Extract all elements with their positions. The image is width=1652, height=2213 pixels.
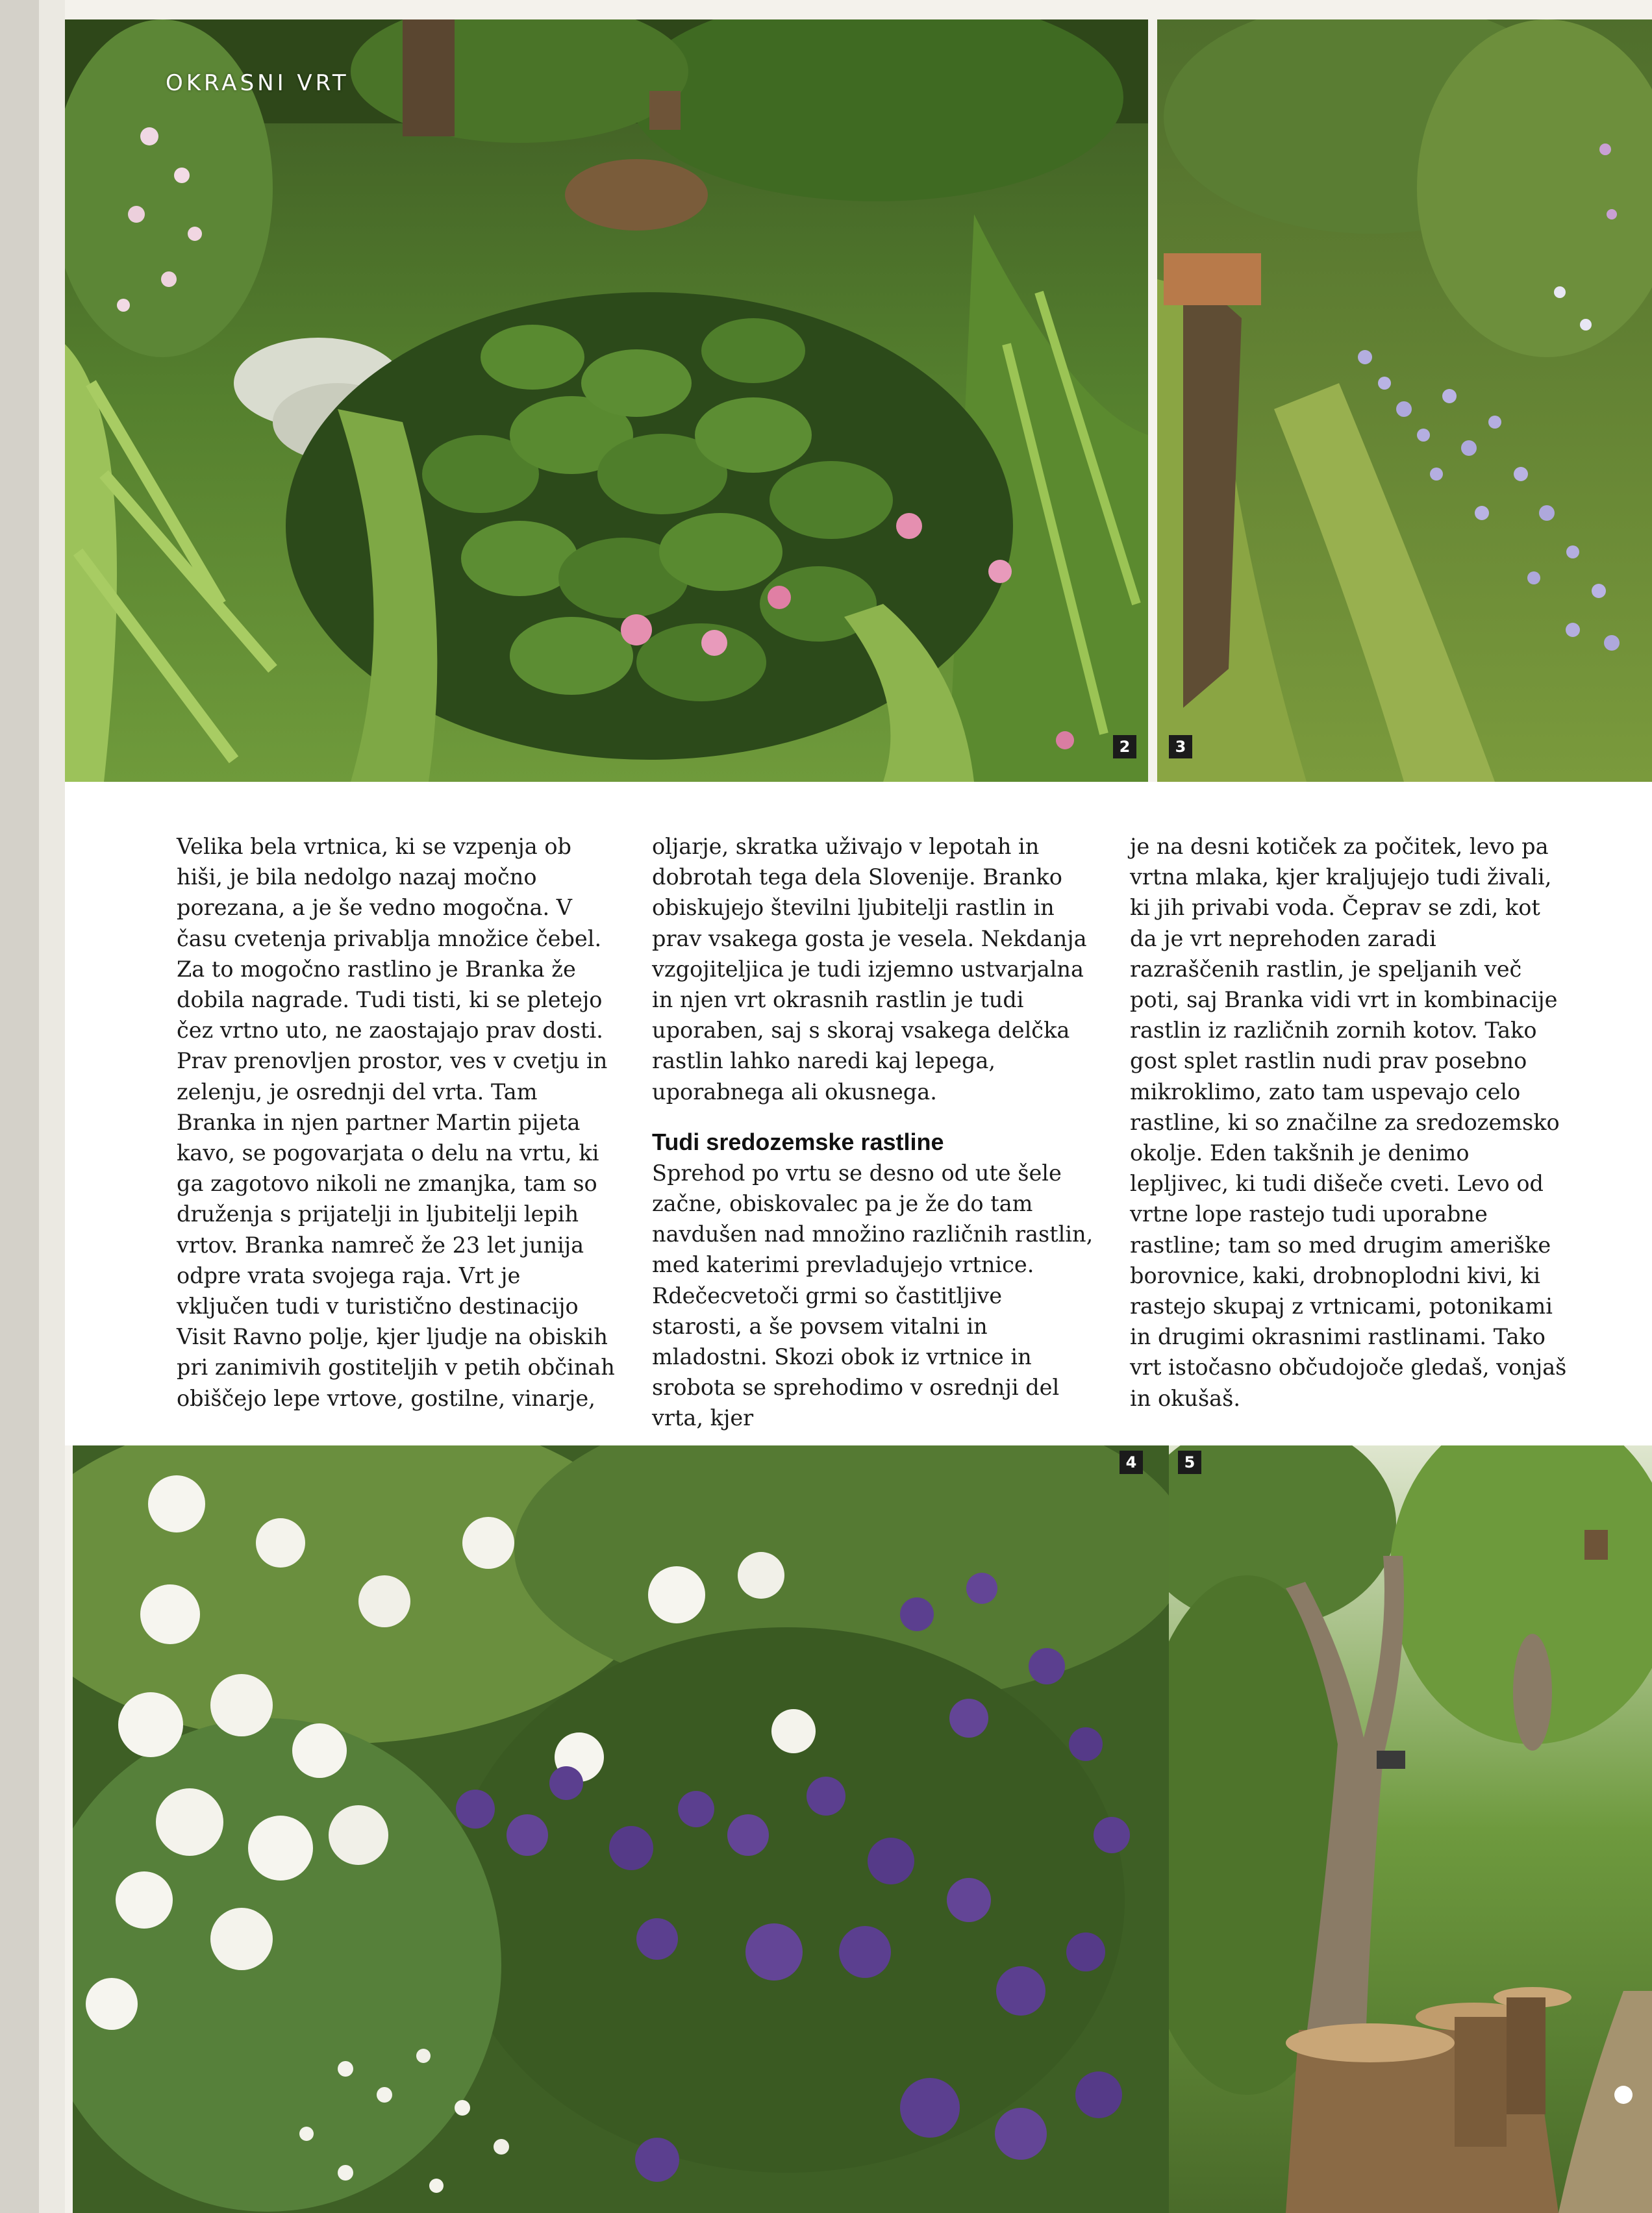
column-2-paragraph-2: Sprehod po vrtu se desno od ute šele začne, obiskovalec pa je že do tam navdušen nad množino različnih rastlin, med katerimi prevladujejo vrtnice. Rdečecvetoči grmi so častitljive starosti, a še povsem vitalni in mladostni. Skozi obok iz vrtnice in srobota se sprehodimo v osrednji del vrta, kjer [652, 1160, 1094, 1431]
column-2-paragraph: oljarje, skratka uživajo v lepotah in dobrotah tega dela Slovenije. Branko obiskujejo številni ljubitelji rastlin in prav vsakega gosta je vesela. Nekdanja vzgojiteljica je tudi izjemno ustvarjalna in njen vrt okrasnih rastlin je tudi uporaben, saj s skoraj vsakega delčka rastlin lahko naredi kaj lepega, uporabnega ali okusnega. [652, 834, 1087, 1105]
page-edge [0, 0, 65, 2213]
photo-number-3: 3 [1169, 735, 1192, 758]
article-column-2 [652, 831, 1094, 1434]
section-label: OKRASNI VRT [166, 70, 349, 96]
photo-number-2: 2 [1113, 735, 1136, 758]
photo-roses [73, 1445, 1169, 2213]
stumps-image [1169, 1445, 1652, 2213]
article-column-3 [1130, 831, 1571, 1414]
photo-pond [65, 19, 1148, 782]
photo-stumps-path [1169, 1445, 1652, 2213]
column-3-paragraph: je na desni kotiček za počitek, levo pa vrtna mlaka, kjer kraljujejo tudi živali, ki jih privabi voda. Čeprav se zdi, kot da je vrt neprehoden zaradi razraščenih rastlin, je speljanih več poti, saj Branka vidi vrt in kombinacije rastlin iz različnih zornih kotov. Tako gost splet rastlin nudi prav posebno mikroklimo, zato tam uspevajo celo rastline, ki so značilne za sredozemsko okolje. Eden takšnih je denimo lepljivec, ki tudi dišeče cveti. Levo od vrtne lope rastejo tudi uporabne rastline; tam so med drugim ameriške borovnice, kaki, drobnoplodni kivi, ki rastejo skupaj z vrtnicami, potonikami in drugimi okrasnimi rastlinami. Tako vrt istočasno občudojoče gledaš, vonjaš in okušaš. [1130, 834, 1567, 1411]
column-1-paragraph: Velika bela vrtnica, ki se vzpenja ob hiši, je bila nedolgo nazaj močno porezana, a je še vedno mogočna. V času cvetenja privablja množice čebel. Za to mogočno rastlino je Branka že dobila nagrade. Tudi tisti, ki se pletejo čez vrtno uto, ne zaostajajo prav dosti. Prav prenovljen prostor, ves v cvetju in zelenju, je osrednji del vrta. Tam Branka in njen partner Martin pijeta kavo, se pogovarjata o delu na vrtu, ki ga zagotovo nikoli ne zmanjka, tam so druženja s prijatelji in ljubitelji lepih vrtov. Branka namreč že 23 let junija odpre vrata svojega raja. Vrt je vključen tudi v turistično destinacijo Visit Ravno polje, kjer ljudje na obiskih pri zanimivih gostiteljih v petih občinah obiščejo lepe vrtove, gostilne, vinarje, [177, 834, 615, 1411]
slope-image [1157, 19, 1652, 782]
subheading: Tudi sredozemske rastline [652, 1128, 944, 1155]
article-column-1 [177, 831, 618, 1414]
photo-slope [1157, 19, 1652, 782]
photo-number-5: 5 [1178, 1451, 1201, 1474]
pond-image [65, 19, 1148, 782]
roses-image [73, 1445, 1169, 2213]
page-edge-inner [39, 0, 65, 2213]
photo-number-4: 4 [1120, 1451, 1143, 1474]
